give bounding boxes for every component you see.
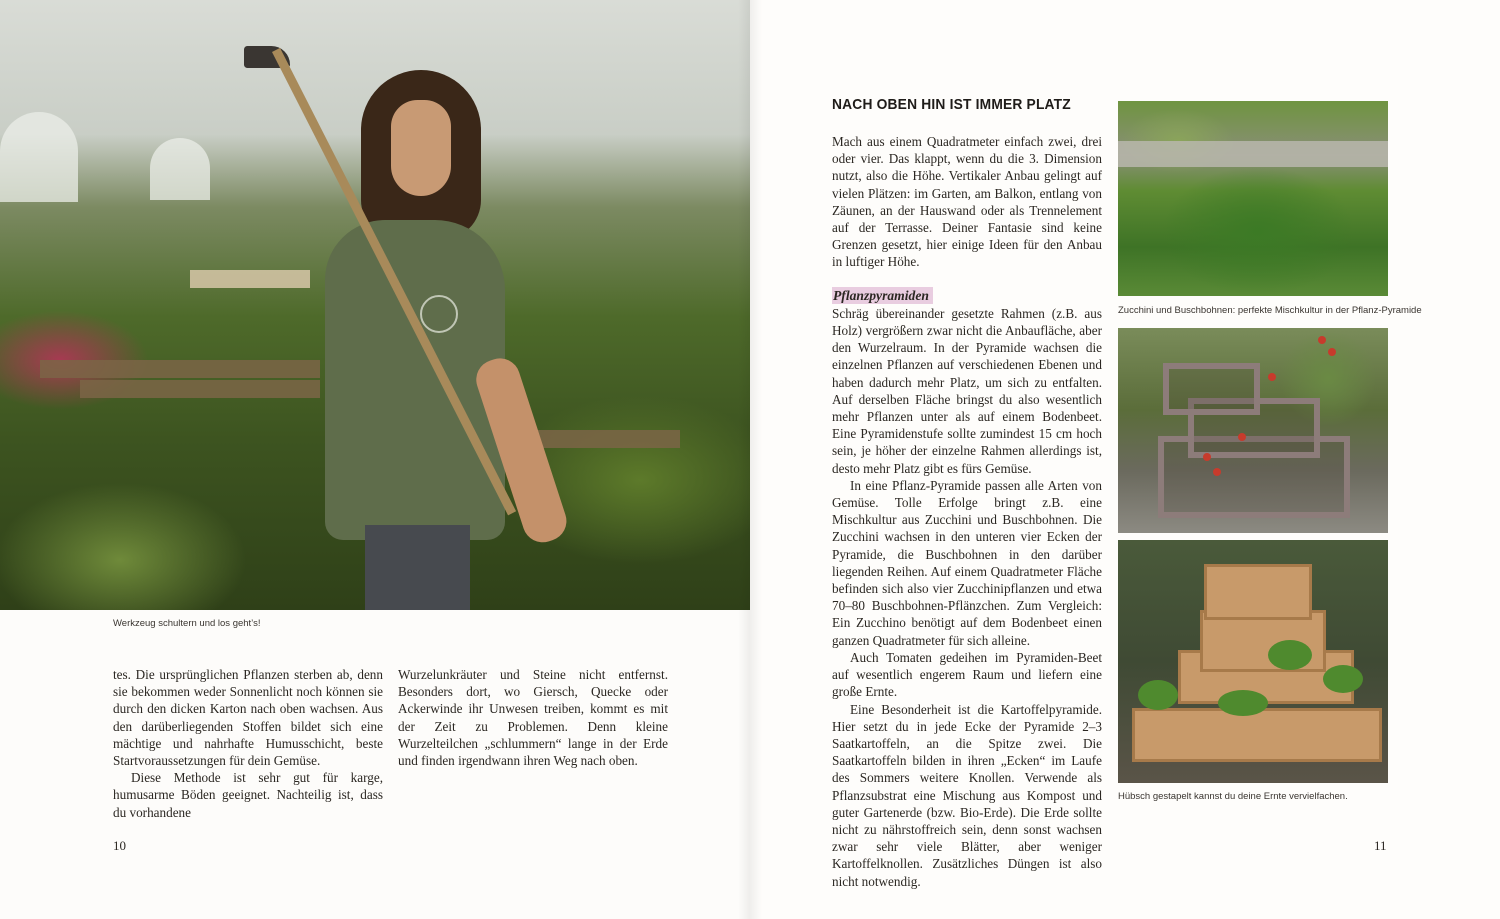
pyramid-frame-shape	[1163, 363, 1260, 415]
left-text-column-2	[398, 666, 668, 769]
hero-caption: Werkzeug schultern und los geht’s!	[113, 618, 261, 629]
tomato-icon	[1318, 336, 1326, 344]
tomato-icon	[1238, 433, 1246, 441]
leaf-shape	[1268, 640, 1312, 670]
paragraph: Eine Besonderheit ist die Kartoffelpyramide. Hier setzt du in jede Ecke der Pyramide 2–3 Saatkartoffeln, an die Spitze zwei. Die Saatkartoffeln bilden in ihren „Ecken“ im Laufe des Sommers weitere Knollen. Verwende als Pflanzsubstrat eine Mischung aus Kompost und guter Gartenerde (bzw. Bio-Erde). Die Erde sollte nicht zu nährstoffreich sein, denn sonst wachsen zwar sehr viele Blätter, aber weniger Kartoffelknollen. Zusätzliches Düngen ist also nicht notwendig.	[832, 701, 1102, 889]
gardener-figure	[325, 70, 555, 610]
raised-bed-shape	[190, 270, 310, 288]
right-text-column	[832, 133, 1102, 890]
left-text-column-1	[113, 666, 383, 821]
page-number-left: 10	[113, 838, 126, 853]
wooden-frame-shape	[1132, 708, 1382, 762]
wall-shape	[1118, 141, 1388, 167]
tomato-icon	[1203, 453, 1211, 461]
face-shape	[391, 100, 451, 196]
caption-wooden-pyramid: Hübsch gestapelt kannst du deine Ernte vervielfachen.	[1118, 791, 1348, 802]
paragraph: tes. Die ursprünglichen Pflanzen sterben ab, denn sie bekommen weder Sonnenlicht noch können sie durch den dicken Karton nach oben wachsen. Aus den darüberliegenden Stoffen bildet sich eine mächtige und nahrhafte Humusschicht, beste Startvoraussetzungen für dein Gemüse.	[113, 667, 383, 769]
tomato-icon	[1268, 373, 1276, 381]
shirt-logo-icon	[420, 295, 458, 333]
wooden-frame-shape	[1204, 564, 1312, 620]
section-heading: NACH OBEN HIN IST IMMER PLATZ	[832, 96, 1071, 113]
tomato-pyramid-photo	[1118, 328, 1388, 533]
raised-bed-shape	[40, 360, 320, 378]
leaf-shape	[1138, 680, 1178, 710]
caption-zucchini: Zucchini und Buschbohnen: perfekte Mischkultur in der Pflanz-Pyramide	[1118, 305, 1422, 316]
greenhouse-shape	[0, 112, 78, 202]
paragraph: Diese Methode ist sehr gut für karge, humusarme Böden geeignet. Nachteilig ist, dass du vorhandene	[113, 770, 383, 820]
greenhouse-shape	[150, 138, 210, 200]
subheading: Pflanzpyramiden	[832, 287, 933, 304]
gardener-photo	[0, 0, 750, 610]
wooden-pyramid-photo	[1118, 540, 1388, 783]
tomato-icon	[1328, 348, 1336, 356]
paragraph: Wurzelunkräuter und Steine nicht entfernst. Besonders dort, wo Giersch, Quecke oder Ackerwinde ihr Unwesen treiben, kommt es mit der Zeit zu Problemen. Denn kleine Wurzelteilchen „schlummern“ lange in der Erde und finden irgendwann ihren Weg nach oben.	[398, 667, 668, 769]
leaf-shape	[1323, 665, 1363, 693]
raised-bed-shape	[80, 380, 320, 398]
leaf-shape	[1218, 690, 1268, 716]
intro-paragraph: Mach aus einem Quadratmeter einfach zwei, drei oder vier. Das klappt, wenn du die 3. Dimension nutzt, also die Höhe. Vertikaler Anbau gelingt auf vielen Plätzen: im Garten, am Balkon, entlang von Zäunen, an der Hauswand oder als Trennelement auf der Terrasse. Deiner Fantasie sind keine Grenzen gesetzt, hier einige Ideen für den Anbau in luftiger Höhe.	[832, 134, 1102, 270]
paragraph: Schräg übereinander gesetzte Rahmen (z.B. aus Holz) vergrößern zwar nicht die Anbaufläche, aber den Wurzelraum. In der Pyramide wachsen die einzelnen Pflanzen auf verschiedenen Ebenen und haben dadurch mehr Platz, um sich zu entfalten. Auf derselben Fläche bringst du also wesentlich mehr Pflanzen unter als auf einem Bodenbeet. Eine Pyramidenstufe sollte zumindest 15 cm hoch sein, je höher der einzelne Rahmen allerdings ist, desto mehr Platz gibt es fürs Gemüse.	[832, 305, 1102, 476]
pants-shape	[365, 525, 470, 610]
tomato-icon	[1213, 468, 1221, 476]
zucchini-pyramid-photo	[1118, 101, 1388, 296]
paragraph: In eine Pflanz-Pyramide passen alle Arten von Gemüse. Tolle Erfolge bringt z.B. eine Mischkultur aus Zucchini und Buschbohnen. Die Zucchini wachsen in den unteren vier Ecken der Pyramide, die Buschbohnen in den darüber liegenden Reihen. Auf einem Quadratmeter Fläche befinden sich also vier Zucchinipflanzen und etwa 70–80 Buschbohnen-Pflänzchen. Zum Vergleich: Ein Zucchino benötigt auf dem Bodenbeet einen ganzen Quadratmeter für sich alleine.	[832, 477, 1102, 648]
paragraph: Auch Tomaten gedeihen im Pyramiden-Beet auf wesentlich engerem Raum und liefern eine große Ernte.	[832, 649, 1102, 700]
page-number-right: 11	[1374, 838, 1387, 853]
